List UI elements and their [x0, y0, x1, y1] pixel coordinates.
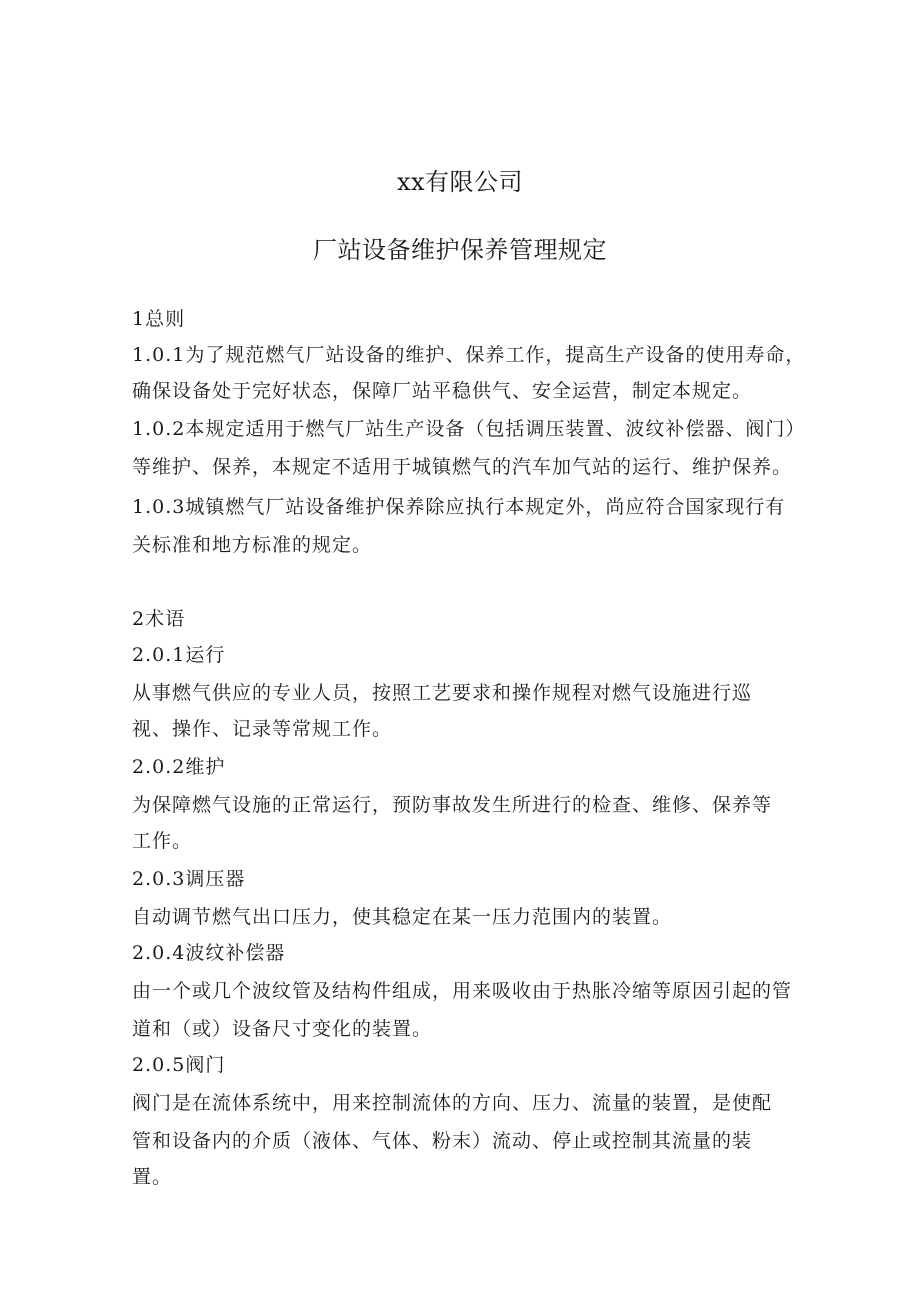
paragraph-line: 为保障燃气设施的正常运行，预防事故发生所进行的检查、维修、保养等: [132, 794, 773, 816]
paragraph-line: 管和设备内的介质（液体、气体、粉末）流动、停止或控制其流量的装: [132, 1130, 753, 1152]
paragraph-line: 关标准和地方标准的规定。: [132, 534, 373, 556]
paragraph-line: 阀门是在流体系统中，用来控制流体的方向、压力、流量的装置，是使配: [132, 1092, 773, 1114]
term-heading: 2.0.2维护: [132, 756, 226, 778]
paragraph-line: 道和（或）设备尺寸变化的装置。: [132, 1018, 433, 1040]
paragraph-line: 工作。: [132, 830, 193, 852]
paragraph-line: 确保设备处于完好状态，保障厂站平稳供气、安全运营，制定本规定。: [132, 380, 753, 402]
paragraph-line: 由一个或几个波纹管及结构件组成，用来吸收由于热胀冷缩等原因引起的管: [132, 980, 793, 1002]
paragraph-line: 1.0.1为了规范燃气厂站设备的维护、保养工作，提高生产设备的使用寿命，: [132, 344, 806, 366]
section-heading-2: 2术语: [132, 608, 186, 630]
paragraph-line: 1.0.3城镇燃气厂站设备维护保养除应执行本规定外，尚应符合国家现行有: [132, 496, 786, 518]
document-title: 厂站设备维护保养管理规定: [313, 236, 607, 264]
paragraph-line: 置。: [132, 1166, 173, 1188]
paragraph-line: 从事燃气供应的专业人员，按照工艺要求和操作规程对燃气设施进行巡: [132, 682, 753, 704]
term-heading: 2.0.5阀门: [132, 1054, 226, 1076]
term-heading: 2.0.1运行: [132, 644, 226, 666]
paragraph-line: 自动调节燃气出口压力，使其稳定在某一压力范围内的装置。: [132, 906, 673, 928]
term-heading: 2.0.3调压器: [132, 868, 246, 890]
paragraph-line: 1.0.2本规定适用于燃气厂站生产设备（包括调压装置、波纹补偿器、阀门）: [132, 418, 806, 440]
paragraph-line: 等维护、保养，本规定不适用于城镇燃气的汽车加气站的运行、维护保养。: [132, 456, 793, 478]
term-heading: 2.0.4波纹补偿器: [132, 942, 286, 964]
company-name: xx有限公司: [396, 168, 524, 196]
section-heading-1: 1总则: [132, 308, 186, 330]
paragraph-line: 视、操作、记录等常规工作。: [132, 718, 393, 740]
